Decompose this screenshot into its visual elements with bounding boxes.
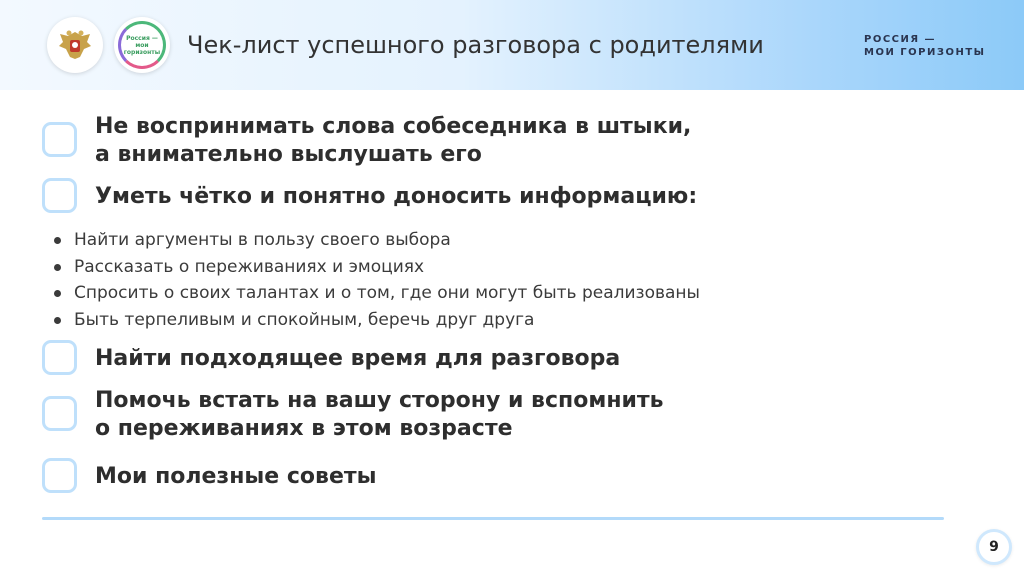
checkbox-2[interactable] bbox=[42, 178, 77, 213]
checklist-item-2-line-1: Уметь чётко и понятно доносить информацию: bbox=[95, 184, 698, 209]
bullet-item bbox=[52, 280, 700, 307]
bullet-list bbox=[52, 227, 700, 333]
checklist-item-1-line-2: а внимательно выслушать его bbox=[95, 142, 482, 167]
bullet-dot bbox=[54, 237, 61, 244]
header-bar bbox=[0, 0, 1024, 90]
checklist-item-3-line-1: Найти подходящее время для разговора bbox=[95, 346, 621, 371]
russian-coat-of-arms-icon bbox=[54, 24, 96, 66]
checklist-item-4 bbox=[95, 387, 664, 443]
page-number: 9 bbox=[976, 529, 1012, 565]
bullet-dot bbox=[54, 317, 61, 324]
bullet-dot bbox=[54, 290, 61, 297]
checklist-item-4-line-2: о переживаниях в этом возрасте bbox=[95, 416, 513, 441]
bullet-item bbox=[52, 307, 700, 334]
checkbox-5[interactable] bbox=[42, 458, 77, 493]
bullet-text: Найти аргументы в пользу своего выбора bbox=[74, 230, 451, 250]
horizons-logo-text: Россия — мои горизонты bbox=[123, 34, 161, 56]
checkbox-4[interactable] bbox=[42, 396, 77, 431]
brand-line-2: МОИ ГОРИЗОНТЫ bbox=[864, 47, 986, 58]
checklist-item-4-line-1: Помочь встать на вашу сторону и вспомнить bbox=[95, 388, 664, 413]
bottom-divider bbox=[42, 517, 944, 520]
checklist-item-1 bbox=[95, 113, 691, 169]
bullet-item bbox=[52, 254, 700, 281]
bullet-text: Рассказать о переживаниях и эмоциях bbox=[74, 256, 425, 277]
checklist-item-5-line-1: Мои полезные советы bbox=[95, 464, 377, 489]
checklist-item-1-line-1: Не воспринимать слова собеседника в штыки, bbox=[95, 114, 692, 139]
page-title: Чек-лист успешного разговора с родителями bbox=[187, 31, 764, 59]
checklist-item-2 bbox=[95, 183, 697, 211]
brand-wordmark bbox=[864, 33, 986, 59]
checklist-item-5 bbox=[95, 463, 377, 491]
horizons-logo bbox=[114, 17, 170, 73]
horizons-logo-ring bbox=[118, 21, 166, 69]
bullet-dot bbox=[54, 264, 61, 271]
brand-line-1: РОССИЯ — bbox=[864, 34, 937, 45]
bullet-text: Быть терпеливым и спокойным, беречь друг друга bbox=[74, 309, 535, 330]
checkbox-1[interactable] bbox=[42, 122, 77, 157]
checkbox-3[interactable] bbox=[42, 340, 77, 375]
bullet-text: Спросить о своих талантах и о том, где они могут быть реализованы bbox=[74, 283, 700, 303]
emblem-logo bbox=[47, 17, 103, 73]
bullet-item bbox=[52, 227, 700, 254]
checklist-item-3 bbox=[95, 345, 620, 373]
